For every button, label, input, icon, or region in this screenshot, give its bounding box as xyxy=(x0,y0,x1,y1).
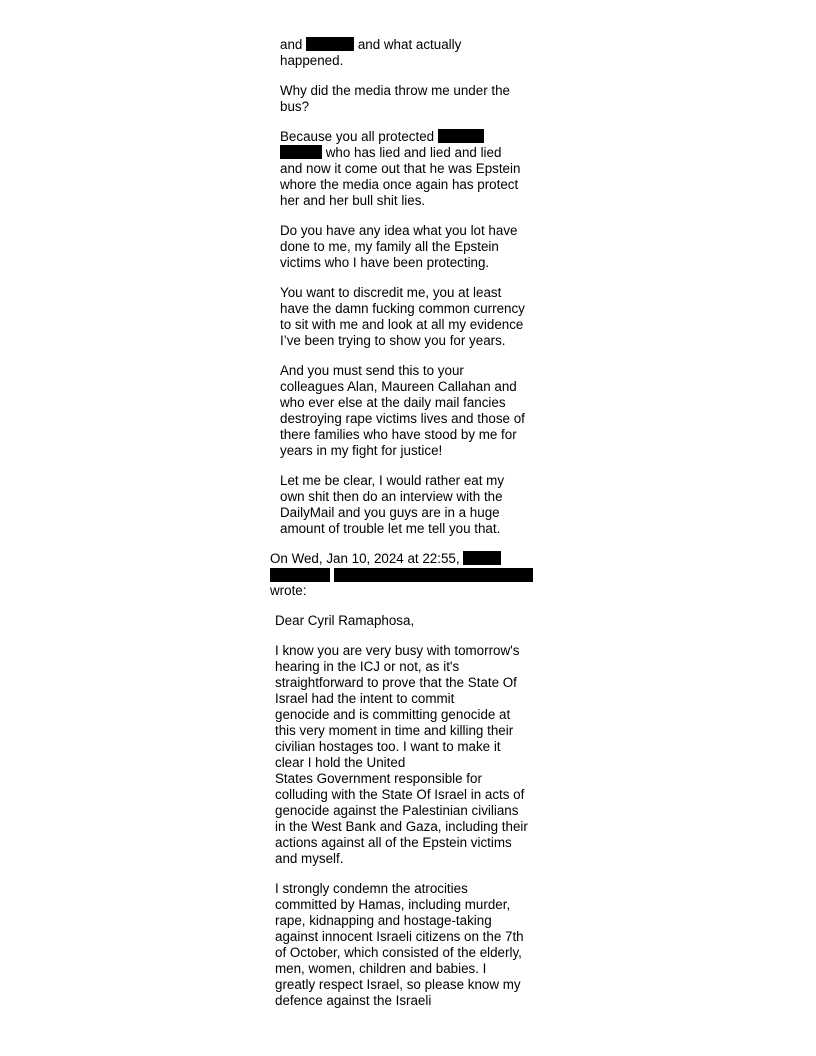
quoted-line: colluding with the State Of Israel in acts of xyxy=(275,787,525,802)
reply-line: have the damn fucking common currency xyxy=(280,301,525,316)
reply-line: Why did the media throw me under the xyxy=(280,83,510,98)
reply-line: DailyMail and you guys are in a huge xyxy=(280,505,500,520)
reply-line: amount of trouble let me tell you that. xyxy=(280,521,501,536)
reply-line: her and her bull shit lies. xyxy=(280,193,426,208)
reply-line: years in my fight for justice! xyxy=(280,443,443,458)
quoted-line: men, women, children and babies. I xyxy=(275,961,487,976)
reply-line: and now it come out that he was Epstein xyxy=(280,161,521,176)
quoted-line: I know you are very busy with tomorrow's xyxy=(275,643,520,658)
quoted-line: rape, kidnapping and hostage-taking xyxy=(275,913,492,928)
quoted-line: clear I hold the United xyxy=(275,755,406,770)
quoted-line: greatly respect Israel, so please know my xyxy=(275,977,521,992)
redaction-bar xyxy=(463,551,501,565)
quoted-line: in the West Bank and Gaza, including their xyxy=(275,819,528,834)
quoted-line: of October, which consisted of the elderly, xyxy=(275,945,522,960)
reply-line: You want to discredit me, you at least xyxy=(280,285,502,300)
reply-line: destroying rape victims lives and those of xyxy=(280,411,525,426)
text-fragment: and xyxy=(280,37,303,52)
text-fragment: who has lied and lied and lied xyxy=(325,145,502,160)
quoted-line: against innocent Israeli citizens on the 7th xyxy=(275,929,524,944)
quoted-line: straightforward to prove that the State Of xyxy=(275,675,517,690)
redaction-bar xyxy=(280,145,322,159)
redaction-bar xyxy=(270,568,330,582)
reply-line: who ever else at the daily mail fancies xyxy=(280,395,506,410)
redaction-bar xyxy=(306,37,354,51)
quoted-line: hearing in the ICJ or not, as it's xyxy=(275,659,460,674)
reply-line: there families who have stood by me for xyxy=(280,427,517,442)
reply-line: to sit with me and look at all my evidence xyxy=(280,317,524,332)
quoted-line: defence against the Israeli xyxy=(275,993,432,1008)
quoted-line: committed by Hamas, including murder, xyxy=(275,897,511,912)
quote-header-line xyxy=(270,551,501,567)
quote-header-line: wrote: xyxy=(270,583,307,598)
text-fragment: and what actually xyxy=(357,37,462,52)
quoted-line: civilian hostages too. I want to make it xyxy=(275,739,501,754)
reply-line: colleagues Alan, Maureen Callahan and xyxy=(280,379,517,394)
reply-line: victims who I have been protecting. xyxy=(280,255,490,270)
quoted-line: I strongly condemn the atrocities xyxy=(275,881,468,896)
reply-line: Let me be clear, I would rather eat my xyxy=(280,473,505,488)
quoted-line: Israel had the intent to commit xyxy=(275,691,455,706)
reply-line: And you must send this to your xyxy=(280,363,464,378)
text-fragment: On Wed, Jan 10, 2024 at 22:55, xyxy=(270,551,460,566)
reply-line xyxy=(280,37,461,53)
reply-line: whore the media once again has protect xyxy=(280,177,519,192)
quoted-line: this very moment in time and killing their xyxy=(275,723,514,738)
reply-line xyxy=(280,129,484,145)
reply-line: bus? xyxy=(280,99,310,114)
redaction-bar xyxy=(334,568,533,582)
quoted-line: genocide against the Palestinian civilians xyxy=(275,803,519,818)
reply-line: happened. xyxy=(280,53,344,68)
reply-line: done to me, my family all the Epstein xyxy=(280,239,499,254)
text-fragment: Because you all protected xyxy=(280,129,435,144)
quoted-line: actions against all of the Epstein victims xyxy=(275,835,512,850)
quoted-line: and myself. xyxy=(275,851,344,866)
quoted-greeting: Dear Cyril Ramaphosa, xyxy=(275,613,415,628)
reply-line: own shit then do an interview with the xyxy=(280,489,503,504)
quoted-line: genocide and is committing genocide at xyxy=(275,707,511,722)
quoted-line: States Government responsible for xyxy=(275,771,482,786)
reply-line: I’ve been trying to show you for years. xyxy=(280,333,506,348)
reply-line xyxy=(280,145,501,161)
reply-line: Do you have any idea what you lot have xyxy=(280,223,518,238)
redaction-bar xyxy=(438,129,484,143)
